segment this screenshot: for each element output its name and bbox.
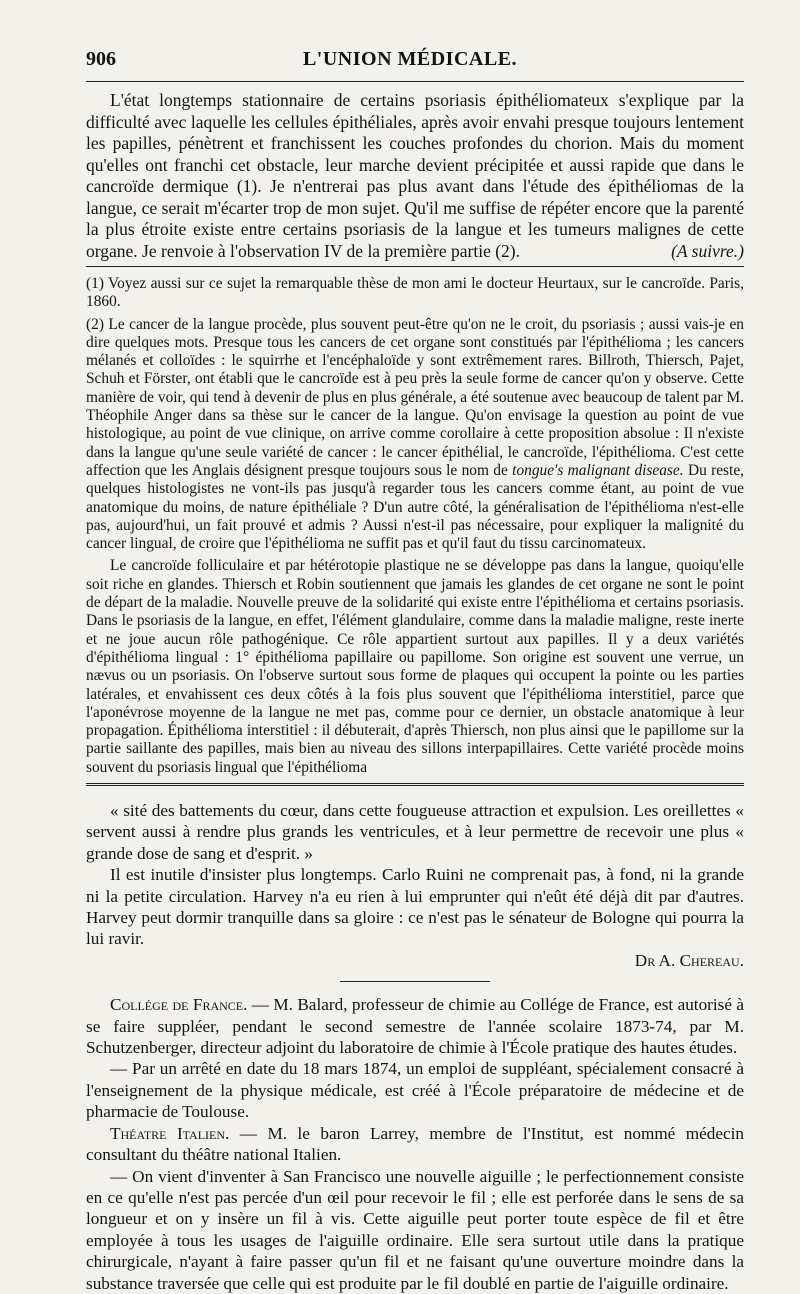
news-college: Collége de France. — M. Balard, professeur de chimie au Collége de France, est autorisé à se faire suppléer, pendant le second semestre de l'année scolaire 1873-74, par M. Schutzenberger, directeur adjoint du laboratoire de chimie à l'École pratique des hautes études. bbox=[86, 995, 744, 1058]
news-arrete: — Par un arrêté en date du 18 mars 1874, un emploi de suppléant, spécialement consacré à l'enseignement de la physique médicale, est créé à l'École préparatoire de médecine et de pharmacie de Toulouse. bbox=[86, 1059, 744, 1122]
article-paragraph: L'état longtemps stationnaire de certains psoriasis épithéliomateux s'explique par la difficulté avec laquelle les cellules épithéliales, après avoir envahi presque toujours lentement les papilles, pénètrent et franchissent les couches profondes du chorion. Mais du moment qu'elles ont franchi cet obstacle, leur marche devient précipitée et aussi rapide que dans le cancroïde dermique (1). Je n'entrerai pas plus avant dans l'étude des épithéliomas de la langue, ce serait m'écarter trop de mon sujet. Qu'il me suffise de répéter encore que la parenté la plus étroite existe entre certains psoriasis de la langue et les tumeurs malignes de cette organe. Je renvoie à l'observation IV de la première partie (2). (A suivre.) bbox=[86, 90, 744, 261]
running-title: L'UNION MÉDICALE. bbox=[302, 48, 518, 70]
page-header bbox=[86, 48, 744, 71]
news-theatre: Théatre Italien. — M. le baron Larrey, membre de l'Institut, est nommé médecin consultant du théâtre national Italien. bbox=[86, 1123, 744, 1165]
theatre-heading: Théatre Italien. bbox=[110, 1123, 230, 1143]
footnote-2: (2) Le cancer de la langue procède, plus souvent peut-être qu'on ne le croit, du psoriasis ; aussi vais-je en dire quelques mots. Presque tous les cancers de cet organe sont constitués par l'épithélioma ; les cancers mélanés et colloïdes : le squirrhe et l'encéphaloïde y sont extrêmement rares. Billroth, Thiersch, Pajet, Schuh et Förster, ont établi que le cancroïde est à peu près la seule forme de cancer qu'on y observe. Cette manière de voir, qui tend à devenir de plus en plus générale, a été soutenue avec beaucoup de talent par M. Théophile Anger dans sa thèse sur le cancer de la langue. Qu'on envisage la question au point de vue histologique, au point de vue clinique, on arrive comme corollaire à cette proposition absolue : Il n'existe dans la langue qu'une seule variété de cancer : le cancer épithélial, le cancroïde, l'épithélioma. C'est cette affection que les Anglais désignent presque toujours sous le nom de tongue's malignant disease. Du reste, quelques histologistes ne vont-ils pas jusqu'à regarder tous les cancers comme étant, au point de vue anatomique du moins, de nature épithéliale ? D'un autre côté, la généralisation de l'épithélioma n'est-elle pas, aujourd'hui, un fait prouvé et admis ? Aussi n'est-il pas nécessaire, pour expliquer la malignité du cancer lingual, de croire que l'épithélioma ne suffit pas et qu'il faut du tissu carcinomateux. bbox=[86, 315, 745, 553]
feuilleton-signature: Dr A. Chereau. bbox=[634, 950, 744, 970]
news-items bbox=[86, 994, 744, 1294]
feuilleton-paragraph: Il est inutile d'insister plus longtemps. Carlo Ruini ne comprenait pas, à fond, ni la grande ni la petite circulation. Harvey n'a eu rien à lui emprunter qui n'eût été déjà dit par d'autres. Harvey peut dormir tranquille dans sa gloire : ce n'est pas le sénateur de Bologne qui pourra la lui ravir. bbox=[86, 865, 744, 949]
page-number: 906 bbox=[86, 48, 116, 70]
college-heading: Collége de France. bbox=[110, 995, 248, 1015]
to-be-continued: (A suivre.) bbox=[671, 240, 744, 261]
news-aiguille: — On vient d'inventer à San Francisco une nouvelle aiguille ; le perfectionnement consiste en ce qu'elle n'est pas percée d'un œil pour recevoir le fil ; elle est perforée dans le sens de sa longueur et on y insère un fil à vis. Cette aiguille peut porter toute espèce de fil et être employée à tous les usages de l'aiguille ordinaire. Elle sera surtout utile dans la pratique chirurgicale, n'ayant à faire passer qu'un fil et ne faisant qu'une ouverture moindre dans la substance traversée que celle qui est produite par le fil doublé en partie de l'aiguille ordinaire. bbox=[86, 1166, 744, 1293]
feuilleton-separator bbox=[86, 783, 744, 786]
footnote-2-continued: Le cancroïde folliculaire et par hétérotopie plastique ne se développe pas dans la langue, quoiqu'elle soit riche en glandes. Thiersch et Robin soutiennent que jamais les glandes de cet organe ne sont le point de départ de la maladie. Nouvelle preuve de la solidarité qui existe entre l'épithélioma et certains psoriasis. Dans le psoriasis de la langue, en effet, l'élément glandulaire, comme dans la maladie maligne, reste inerte et ne joue aucun rôle pathogénique. Ce rôle appartient surtout aux papilles. Il y a deux variétés d'épithélioma lingual : 1° épithélioma papillaire ou papillome. Son origine est souvent une verrue, un nævus ou un psoriasis. On l'observe surtout sous forme de plaques qui occupent la pointe ou les parties latérales, et envahissent ces deux côtés à la fois plus souvent que l'épithélioma interstitiel, parce que l'aponévrose moyenne de la langue ne met pas, comme pour ce dernier, un obstacle anatomique à leur propagation. Épithélioma interstitiel : il débuterait, d'après Thiersch, non plus ainsi que le papillome sur la partie saillante des papilles, mais bien au niveau des sillons interpapillaires. Cette variété procède moins souvent du psoriasis lingual que l'épithélioma bbox=[86, 557, 744, 776]
section-rule bbox=[340, 981, 490, 982]
footnotes bbox=[86, 275, 744, 777]
feuilleton bbox=[86, 800, 744, 971]
header-rule bbox=[86, 81, 744, 82]
feuilleton-quote: « sité des battements du cœur, dans cette fougueuse attraction et expulsion. Les oreillettes « servent aussi à rendre plus grands les ventricules, et à leur permettre de recevoir une plus « grande dose de sang et d'esprit. » bbox=[86, 801, 744, 863]
footnote-rule bbox=[86, 266, 744, 267]
article-body bbox=[86, 90, 744, 262]
footnote-1: (1) Voyez aussi sur ce sujet la remarquable thèse de mon ami le docteur Heurtaux, sur le cancroïde. Paris, 1860. bbox=[86, 275, 744, 311]
